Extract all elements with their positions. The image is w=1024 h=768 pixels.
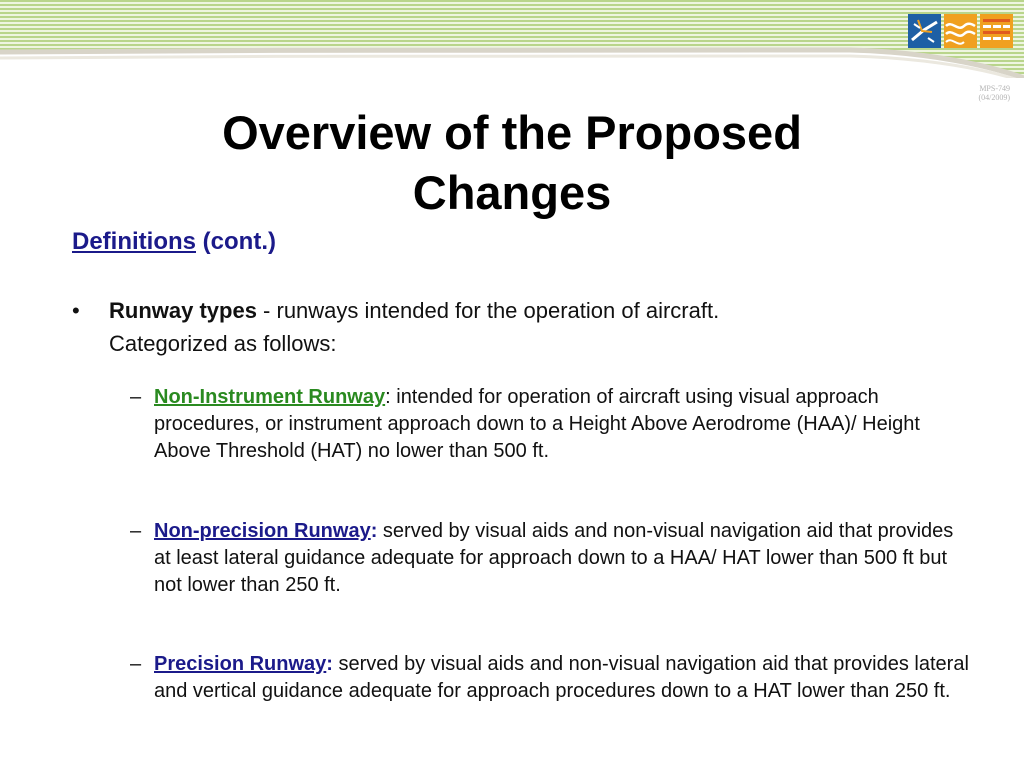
bullet-body [109, 294, 972, 360]
bullet-runway-types [72, 294, 972, 360]
bullet-term: Runway types [109, 298, 257, 323]
bullet-marker: • [72, 298, 80, 323]
runway-tile-icon [908, 14, 941, 48]
subitem-colon: : [370, 520, 378, 542]
subitem-dash: – [130, 520, 142, 542]
precision-runway-term[interactable]: Precision Runway [154, 653, 327, 675]
wave-tile-icon [944, 14, 977, 48]
subitem-non-instrument-runway [130, 384, 975, 465]
subitem-body [154, 518, 975, 599]
header-stripes [0, 0, 1024, 78]
subitem-colon: : [326, 653, 333, 675]
slide-title-line-2: Changes [412, 166, 612, 219]
subitem-body [154, 651, 975, 705]
slide-title-line-1: Overview of the Proposed [222, 106, 802, 159]
document-date: (04/2009) [978, 93, 1010, 102]
subitem-text: intended for operation of aircraft using visual approach procedures, or instrument approach down to a Height Above Aerodrome (HAA)/ Height Above Threshold (HAT) no lower than 500 ft. [154, 386, 920, 462]
non-instrument-runway-term[interactable]: Non-Instrument Runway [154, 386, 386, 408]
document-reference [978, 84, 1010, 102]
bullet-text-continued: Categorized as follows: [109, 331, 337, 356]
subitem-dash: – [130, 386, 142, 408]
subitem-text: served by visual aids and non-visual navigation aid that provides lateral and vertical guidance adequate for approach procedures down to a HAT lower than 250 ft. [154, 653, 969, 702]
building-tile-icon [980, 14, 1013, 48]
logo [908, 14, 1013, 48]
subheading-suffix: (cont.) [196, 228, 276, 255]
document-code: MPS-749 [979, 84, 1010, 93]
subitem-colon: : [385, 386, 391, 408]
subitem-precision-runway [130, 651, 975, 705]
definitions-link[interactable]: Definitions [72, 228, 196, 255]
non-precision-runway-term[interactable]: Non-precision Runway [154, 520, 371, 542]
subitem-non-precision-runway [130, 518, 975, 599]
slide-title [0, 103, 1024, 223]
bullet-text: - runways intended for the operation of aircraft. [256, 298, 720, 323]
subitem-text: served by visual aids and non-visual navigation aid that provides at least lateral guidance adequate for approach down to a HAA/ HAT lower than 500 ft but not lower than 250 ft. [154, 520, 954, 596]
subitem-dash: – [130, 653, 142, 675]
subitem-body [154, 384, 975, 465]
section-subheading [72, 228, 276, 256]
header-band [0, 0, 1024, 78]
